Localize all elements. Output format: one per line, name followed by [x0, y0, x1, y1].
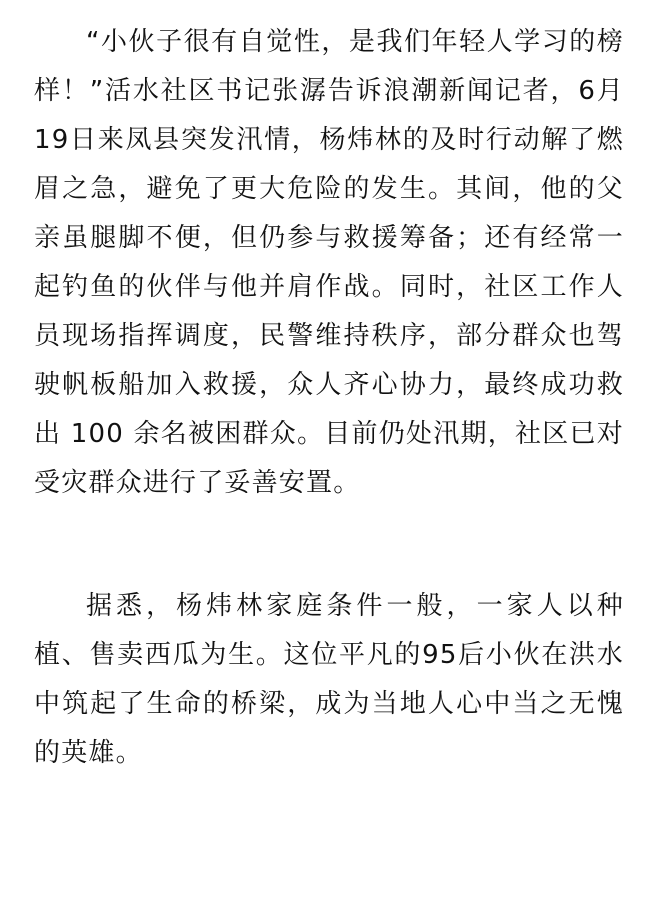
paragraph-gap	[34, 508, 624, 582]
article-body	[34, 18, 624, 778]
paragraph-1: “小伙子很有自觉性，是我们年轻人学习的榜样！”活水社区书记张潺告诉浪潮新闻记者，6月19日来凤县突发汛情，杨炜林的及时行动解了燃眉之急，避免了更大危险的发生。其间，他的父亲虽腿脚不便，但仍参与救援筹备；还有经常一起钓鱼的伙伴与他并肩作战。同时，社区工作人员现场指挥调度，民警维持秩序，部分群众也驾驶帆板船加入救援，众人齐心协力，最终成功救出 100 余名被困群众。目前仍处汛期，社区已对受灾群众进行了妥善安置。	[34, 27, 624, 498]
paragraph-2: 据悉，杨炜林家庭条件一般，一家人以种植、售卖西瓜为生。这位平凡的95后小伙在洪水中筑起了生命的桥梁，成为当地人心中当之无愧的英雄。	[34, 591, 624, 768]
